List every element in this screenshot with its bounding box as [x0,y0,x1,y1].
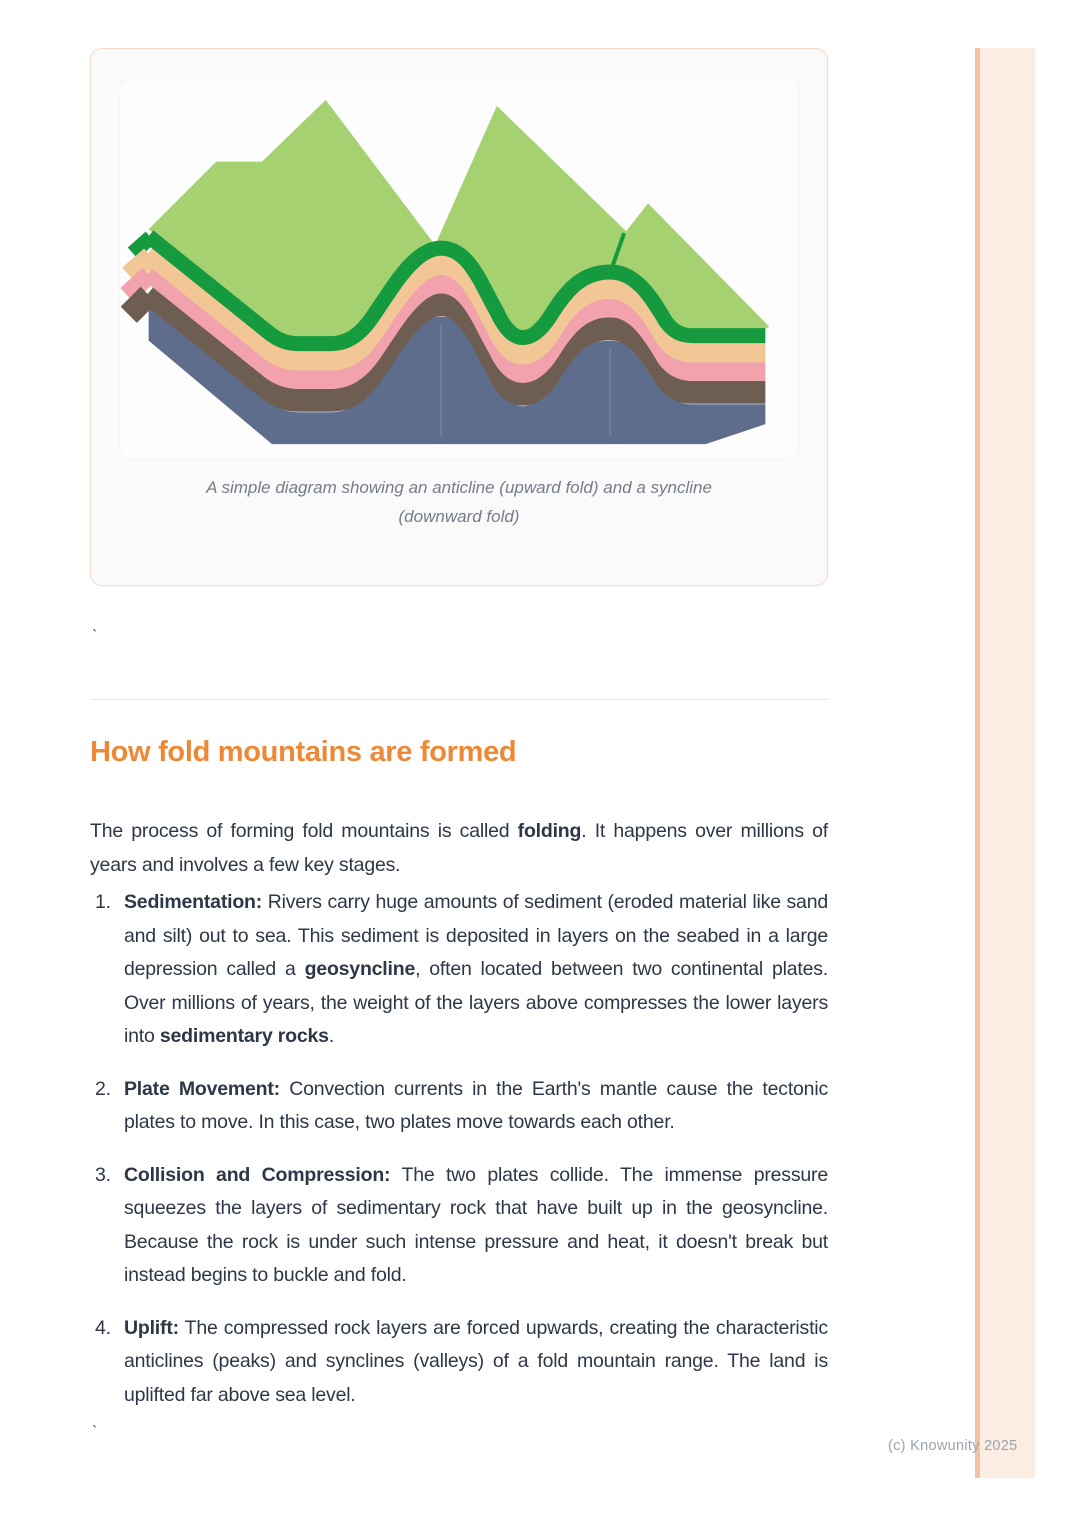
list-item-sedimentation [90,886,828,1054]
list-item-uplift [90,1312,828,1413]
copyright-notice: (c) Knowunity 2025 [888,1438,1018,1454]
list-item-number: 3. [95,1163,111,1186]
stray-backtick-top: ` [92,628,98,645]
side-accent-stripe [975,48,1035,1478]
list-item-number: 2. [95,1077,111,1100]
list-item-number: 4. [95,1316,111,1339]
list-item-text: Collision and Compression: The two plates collide. The immense pressure squeezes the layers of sedimentary rock that have built up in the geosyncline. Because the rock is under such intense pressure and heat, it doesn't break but instead begins to buckle and fold. [124,1163,828,1286]
figure-caption [91,473,827,531]
fold-mountain-diagram [120,80,798,458]
list-item-text: Sedimentation: Rivers carry huge amounts of sediment (eroded material like sand and silt) out to sea. This sediment is deposited in layers on the seabed in a large depression called a geosyncline, often located between two continental plates. Over millions of years, the weight of the layers above compresses the lower layers into sedimentary rocks. [124,891,828,1047]
list-item-collision-compression [90,1159,828,1293]
figure-caption-line: A simple diagram showing an anticline (upward fold) and a syncline [206,478,712,497]
figure-image-panel [120,80,798,458]
intro-paragraph: The process of forming fold mountains is called folding. It happens over millions of years and involves a few key stages. [90,819,828,876]
list-item-text: Plate Movement: Convection currents in the Earth's mantle cause the tectonic plates to move. In this case, two plates move towards each other. [124,1077,829,1133]
figure-caption-line: (downward fold) [398,507,520,526]
list-item-number: 1. [95,891,111,913]
section-heading: How fold mountains are formed [90,736,517,768]
formation-steps-list [90,886,828,1431]
figure-card [90,48,828,586]
stray-backtick-bottom: ` [92,1424,98,1441]
section-divider [90,699,828,700]
list-item-plate-movement [90,1073,828,1140]
list-item-text: Uplift: The compressed rock layers are forced upwards, creating the characteristic anticlines (peaks) and synclines (valleys) of a fold mountain range. The land is uplifted far above sea level. [124,1316,828,1406]
